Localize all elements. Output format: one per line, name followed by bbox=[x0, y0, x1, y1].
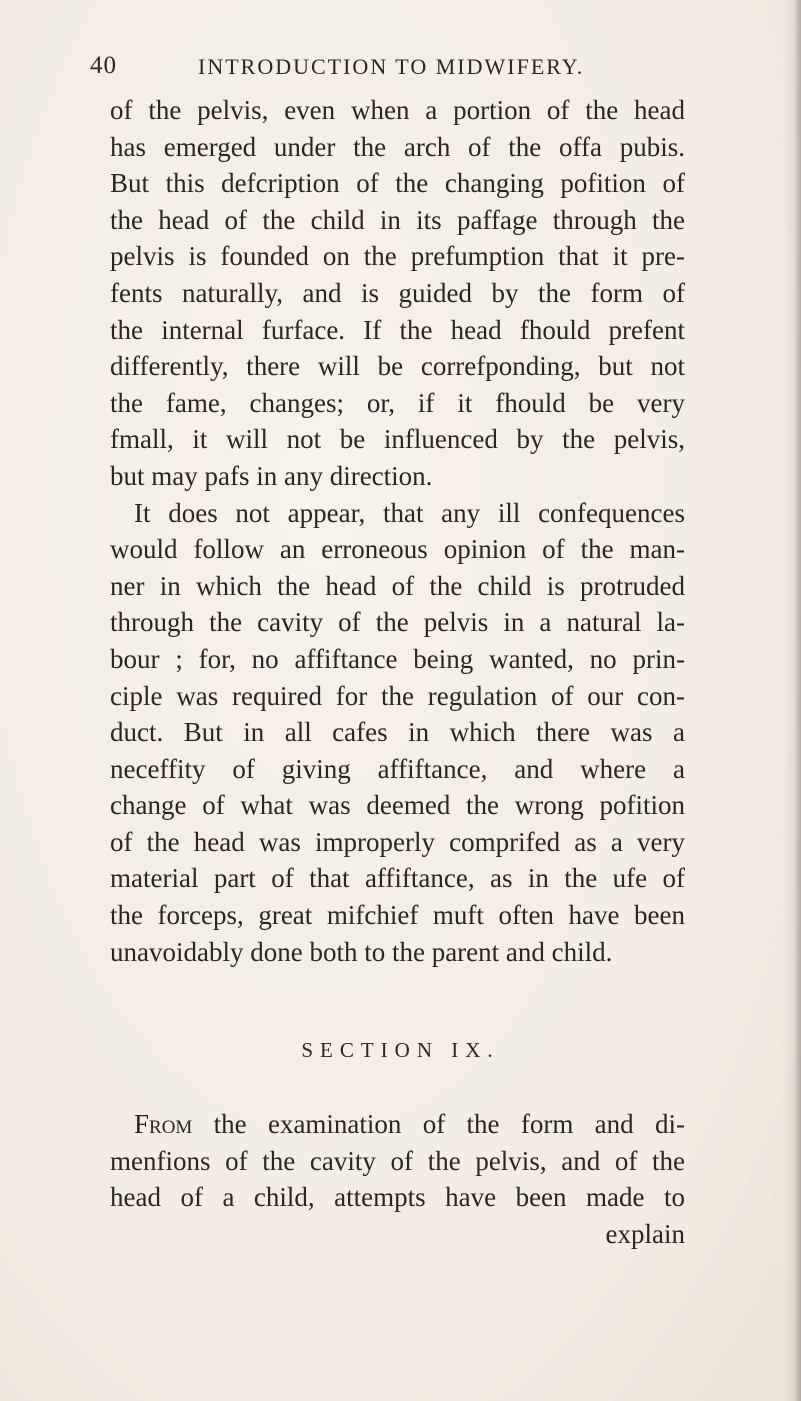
text-line: ciple was required for the regulation of our con- bbox=[110, 680, 685, 711]
running-head: INTRODUCTION TO MIDWIFERY. bbox=[198, 54, 585, 79]
text-line bbox=[110, 1106, 685, 1143]
text-line: menfions of the cavity of the pelvis, and of the bbox=[110, 1145, 685, 1176]
page-edge-shadow bbox=[783, 0, 801, 1401]
text-line: but may pafs in any direction. bbox=[110, 460, 433, 491]
text-line: bour ; for, no affiftance being wanted, no prin- bbox=[110, 643, 685, 674]
text-line: of the head was improperly comprifed as a very bbox=[110, 826, 685, 857]
text-line: fents naturally, and is guided by the form of bbox=[110, 277, 685, 308]
page-header bbox=[90, 52, 690, 86]
text-line: would follow an erroneous opinion of the man- bbox=[110, 534, 685, 565]
text-line: differently, there will be correfponding, but not bbox=[110, 351, 685, 382]
catchword: explain bbox=[605, 1218, 685, 1249]
text-line: fmall, it will not be influenced by the pelvis, bbox=[110, 424, 685, 455]
lead-word: From bbox=[134, 1109, 193, 1139]
text-line: duct. But in all cafes in which there was a bbox=[110, 717, 685, 748]
text-line: the forceps, great mifchief muft often have been bbox=[110, 900, 685, 931]
section-heading: SECTION IX. bbox=[301, 1038, 500, 1062]
text-line: unavoidably done both to the parent and child. bbox=[110, 936, 613, 967]
text-line: the internal furface. If the head fhould prefent bbox=[110, 314, 685, 345]
body-text-section bbox=[110, 1106, 685, 1252]
text-line: It does not appear, that any ill confequences bbox=[134, 497, 685, 528]
text-line: material part of that affiftance, as in the ufe of bbox=[110, 863, 685, 894]
text-line: ner in which the head of the child is protruded bbox=[110, 570, 685, 601]
text-line: neceffity of giving affiftance, and where a bbox=[110, 753, 685, 784]
page-number: 40 bbox=[90, 52, 117, 79]
body-text bbox=[110, 92, 685, 970]
text-line: has emerged under the arch of the offa pubis. bbox=[110, 131, 685, 162]
text-line: change of what was deemed the wrong pofition bbox=[110, 790, 685, 821]
text-line: of the pelvis, even when a portion of the head bbox=[110, 95, 685, 125]
text-line: But this defcription of the changing pofition of bbox=[110, 168, 685, 199]
text-line: the head of the child in its paffage through the bbox=[110, 204, 685, 235]
text-line: pelvis is founded on the prefumption that it pre- bbox=[110, 241, 685, 272]
text-line: through the cavity of the pelvis in a natural la- bbox=[110, 607, 685, 638]
text-line: the fame, changes; or, if it fhould be very bbox=[110, 387, 685, 418]
text-line-rest: the examination of the form and di- bbox=[192, 1109, 685, 1139]
text-line: head of a child, attempts have been made to bbox=[110, 1182, 685, 1213]
